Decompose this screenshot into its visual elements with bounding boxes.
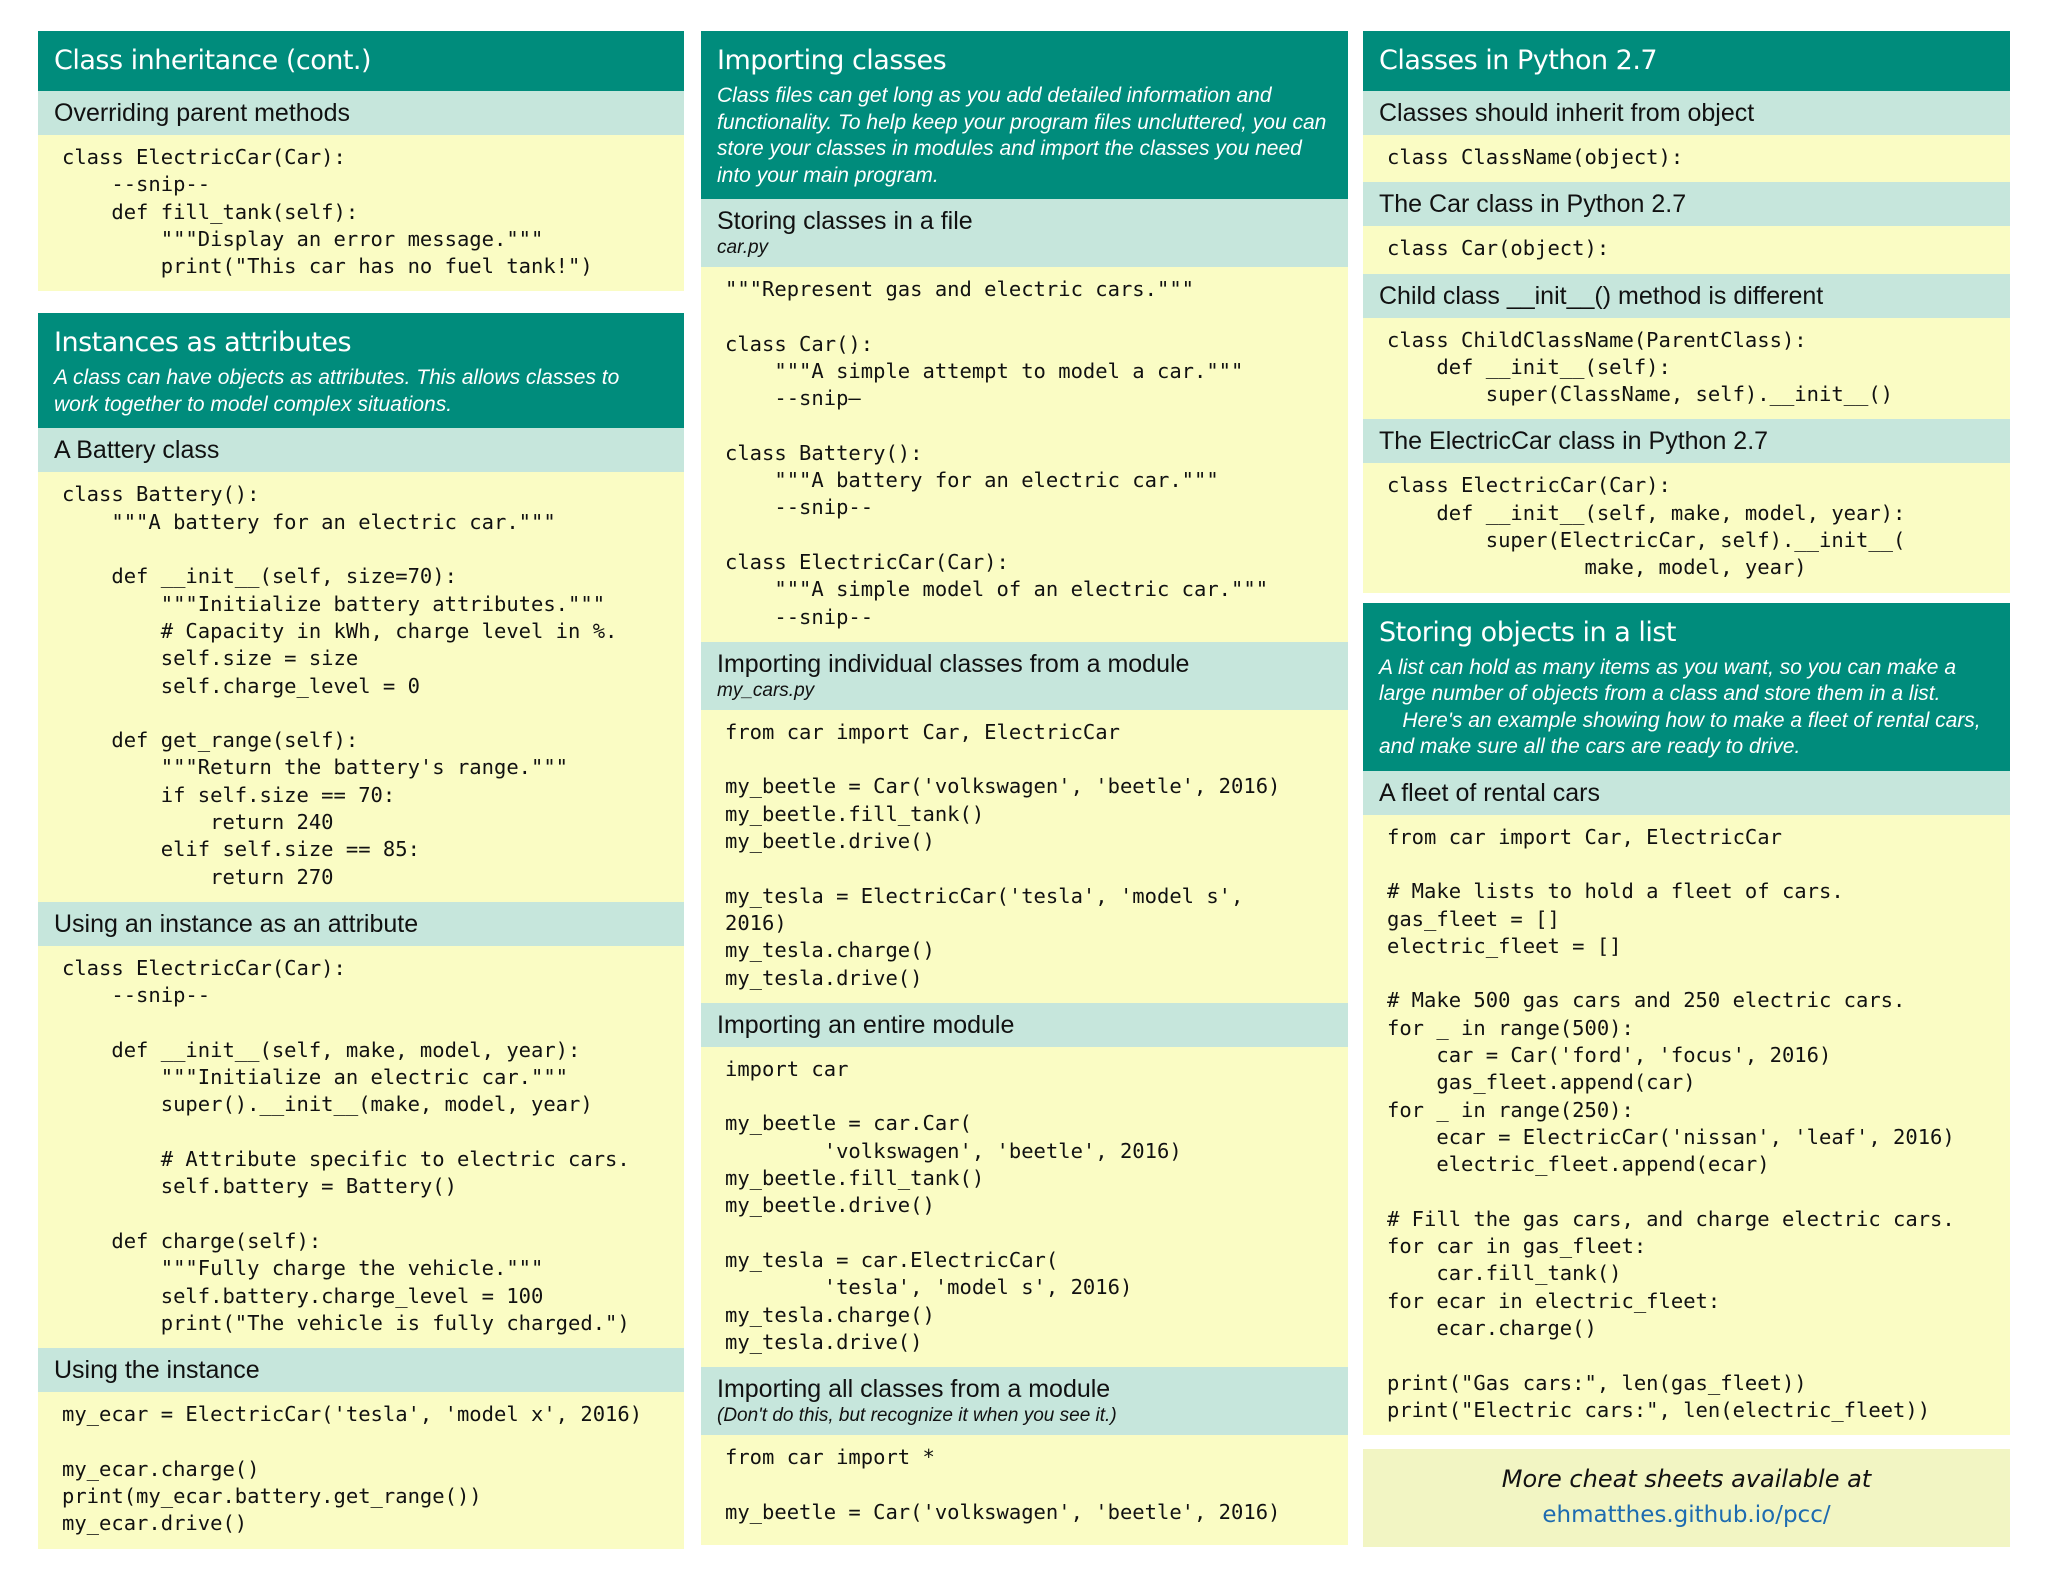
section-header: [701, 1367, 1348, 1435]
section-the-electriccar-class-in-python-2-7: [1363, 419, 2010, 592]
section-heading: Using the instance: [54, 1356, 260, 1385]
footer-text: More cheat sheets available at: [1501, 1465, 1872, 1494]
column-left: [38, 31, 684, 1545]
section-header: [701, 642, 1348, 710]
section-heading: Using an instance as an attribute: [54, 909, 419, 938]
section-header: [701, 199, 1348, 267]
panel-header: [1363, 603, 2010, 771]
section-header: [38, 1348, 684, 1392]
panel-header: [38, 313, 684, 428]
section-importing-an-entire-module: [701, 1003, 1348, 1367]
section-header: [38, 902, 684, 946]
panel-title: Classes in Python 2.7: [1379, 45, 1658, 76]
section-subheading: my_cars.py: [717, 679, 815, 701]
code-block: from car import Car, ElectricCar my_beetle = Car('volkswagen', 'beetle', 2016) my_beetle.fill_tank() my_beetle.drive() my_tesla = ElectricCar('tesla', 'model s', 2016) my_tesla.charge() my_tesla.drive(): [701, 710, 1348, 1003]
code-block: my_ecar = ElectricCar('tesla', 'model x', 2016) my_ecar.charge() print(my_ecar.battery.get_range()) my_ecar.drive(): [38, 1392, 684, 1548]
section-using-an-instance-as-an-attribute: [38, 902, 684, 1348]
code-block: class ChildClassName(ParentClass): def __init__(self): super(ClassName, self).__init__(): [1363, 318, 2010, 420]
section-heading: Importing an entire module: [717, 1010, 1015, 1039]
section-classes-should-inherit-from-object: [1363, 91, 2010, 182]
footer-box: [1363, 1449, 2010, 1547]
section-heading: Importing individual classes from a module: [717, 649, 1190, 678]
section-subheading: (Don't do this, but recognize it when you see it.): [717, 1405, 1117, 1427]
panel-header: [38, 31, 684, 91]
section-storing-classes-in-a-file: [701, 199, 1348, 642]
panel-storing-objects-in-a-list: [1363, 603, 2010, 1436]
section-heading: Child class __init__() method is different: [1379, 281, 1824, 310]
panel-description: Class files can get long as you add detailed information and functionality. To help keep your program files uncluttered, you can store your classes in modules and import the classes you need into your main program.: [717, 84, 1333, 187]
panel-title: Instances as attributes: [54, 327, 352, 359]
panel-header: [1363, 31, 2010, 91]
code-block: class Battery(): """A battery for an electric car.""" def __init__(self, size=70): """Initialize battery attributes.""" # Capacity in kWh, charge level in %. self.size = size self.charge_level = 0 def get_range(self): """Return the battery's range.""" if self.size == 70: return 240 elif self.size == 85: return 270: [38, 472, 684, 901]
code-block: from car import * my_beetle = Car('volkswagen', 'beetle', 2016): [701, 1435, 1348, 1545]
panel-classes-in-python-2-7: [1363, 31, 2010, 593]
footer-link[interactable]: ehmatthes.github.io/pcc/: [1542, 1502, 1831, 1529]
panel-title: Storing objects in a list: [1379, 616, 1677, 648]
panel-instances-as-attributes: [38, 313, 684, 1548]
section-overriding-parent-methods: [38, 91, 684, 291]
code-block: class ClassName(object):: [1363, 135, 2010, 182]
section-importing-all-classes-from-a-module: [701, 1367, 1348, 1545]
section-header: [1363, 274, 2010, 318]
section-the-car-class-in-python-2-7: [1363, 182, 2010, 273]
section-heading: Classes should inherit from object: [1379, 99, 1755, 127]
code-block: class ElectricCar(Car): def __init__(self, make, model, year): super(ElectricCar, self).__init__( make, model, year): [1363, 463, 2010, 592]
code-block: """Represent gas and electric cars.""" class Car(): """A simple attempt to model a car.""" --snip— class Battery(): """A battery for an electric car.""" --snip-- class ElectricCar(Car): """A simple model of an electric car.""" --snip--: [701, 267, 1348, 642]
panel-header: [701, 31, 1348, 199]
panel-class-inheritance-cont: [38, 31, 684, 291]
code-block: from car import Car, ElectricCar # Make lists to hold a fleet of cars. gas_fleet = [] electric_fleet = [] # Make 500 gas cars and 250 electric cars. for _ in range(500): car = Car('ford', 'focus', 2016) gas_fleet.append(car) for _ in range(250): ecar = ElectricCar('nissan', 'leaf', 2016) electric_fleet.append(ecar) # Fill the gas cars, and charge electric cars. for car in gas_fleet: car.fill_tank() for ecar in electric_fleet: ecar.charge() print("Gas cars:", len(gas_fleet)) print("Electric cars:", len(electric_fleet)): [1363, 815, 2010, 1436]
section-header: [1363, 771, 2010, 815]
code-block: class ElectricCar(Car): --snip-- def fill_tank(self): """Display an error message.""" print("This car has no fuel tank!"): [38, 135, 684, 291]
panel-description: A list can hold as many items as you want, so you can make a large number of objects from a class and store them in a list. Here's an example showing how to make a fleet of rental cars, and make sure all the cars are ready to drive.: [1379, 655, 1981, 759]
section-heading: Importing all classes from a module: [717, 1375, 1111, 1404]
section-heading: Storing classes in a file: [717, 207, 973, 235]
panel-title: Class inheritance (cont.): [54, 45, 372, 76]
section-header: [1363, 182, 2010, 226]
section-child-class-init-method-is-different: [1363, 274, 2010, 420]
panel-description: A class can have objects as attributes. This allows classes to work together to model complex situations.: [54, 366, 626, 416]
section-heading: Overriding parent methods: [54, 99, 350, 127]
code-block: class ElectricCar(Car): --snip-- def __init__(self, make, model, year): """Initialize an electric car.""" super().__init__(make, model, year) # Attribute specific to electric cars. self.battery = Battery() def charge(self): """Fully charge the vehicle.""" self.battery.charge_level = 100 print("The vehicle is fully charged."): [38, 946, 684, 1348]
column-right: [1363, 31, 2010, 1545]
section-header: [1363, 419, 2010, 463]
section-importing-individual-classes-from-a-module: [701, 642, 1348, 1003]
section-heading: A Battery class: [54, 436, 220, 465]
column-middle: [701, 31, 1348, 1545]
panel-title: Importing classes: [717, 45, 947, 76]
section-heading: A fleet of rental cars: [1379, 778, 1600, 807]
code-block: import car my_beetle = car.Car( 'volkswagen', 'beetle', 2016) my_beetle.fill_tank() my_beetle.drive() my_tesla = car.ElectricCar( 'tesla', 'model s', 2016) my_tesla.charge() my_tesla.drive(): [701, 1047, 1348, 1367]
section-header: [1363, 91, 2010, 135]
panel-importing-classes: [701, 31, 1348, 1545]
section-subheading: car.py: [717, 237, 769, 258]
section-header: [38, 91, 684, 135]
section-using-the-instance: [38, 1348, 684, 1548]
section-a-battery-class: [38, 428, 684, 901]
section-heading: The Car class in Python 2.7: [1379, 190, 1687, 219]
section-header: [701, 1003, 1348, 1047]
section-header: [38, 428, 684, 472]
code-block: class Car(object):: [1363, 226, 2010, 273]
section-a-fleet-of-rental-cars: [1363, 771, 2010, 1436]
section-heading: The ElectricCar class in Python 2.7: [1379, 427, 1769, 456]
